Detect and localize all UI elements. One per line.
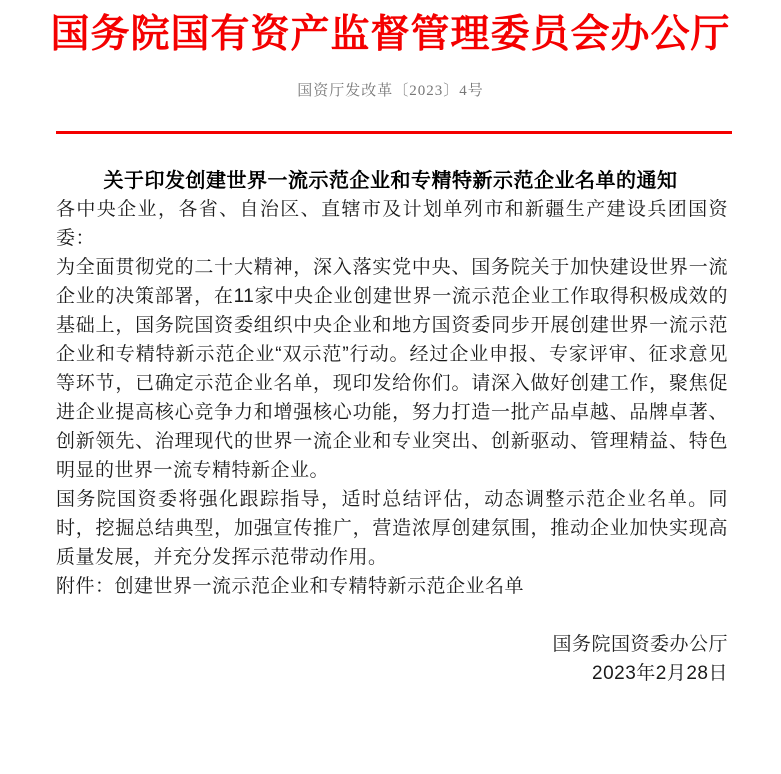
body-paragraph: 为全面贯彻党的二十大精神，深入落实党中央、国务院关于加快建设世界一流企业的决策部署，在11家中央企业创建世界一流示范企业工作取得积极成效的基础上，国务院国资委组织中央企业和地方国资委同步开展创建世界一流示范企业和专精特新示范企业“双示范”行动。经过企业申报、专家评审、征求意见等环节，已确定示范企业名单，现印发给你们。请深入做好创建工作，聚焦促进企业提高核心竞争力和增强核心功能，努力打造一批产品卓越、品牌卓著、创新领先、治理现代的世界一流企业和专业突出、创新驱动、管理精益、特色明显的世界一流专精特新企业。 <box>56 257 728 481</box>
attachment-line: 附件：创建世界一流示范企业和专精特新示范企业名单 <box>56 576 525 597</box>
document-number: 国资厅发改革〔2023〕4号 <box>297 83 484 99</box>
salutation: 各中央企业，各省、自治区、直辖市及计划单列市和新疆生产建设兵团国资委： <box>56 199 728 249</box>
body-paragraph: 国务院国资委将强化跟踪指导，适时总结评估，动态调整示范企业名单。同时，挖掘总结典型，加强宣传推广，营造浓厚创建氛围，推动企业加快实现高质量发展，并充分发挥示范带动作用。 <box>56 489 728 568</box>
document-footer <box>56 630 728 688</box>
issuing-agency-title: 国务院国有资产监督管理委员会办公厅 <box>50 13 731 56</box>
signature: 国务院国资委办公厅 <box>552 634 728 655</box>
body-paragraphs <box>56 253 728 572</box>
document-body <box>56 195 728 601</box>
notice-title: 关于印发创建世界一流示范企业和专精特新示范企业名单的通知 <box>103 170 678 192</box>
red-divider-line <box>56 131 732 134</box>
date: 2023年2月28日 <box>592 663 728 684</box>
